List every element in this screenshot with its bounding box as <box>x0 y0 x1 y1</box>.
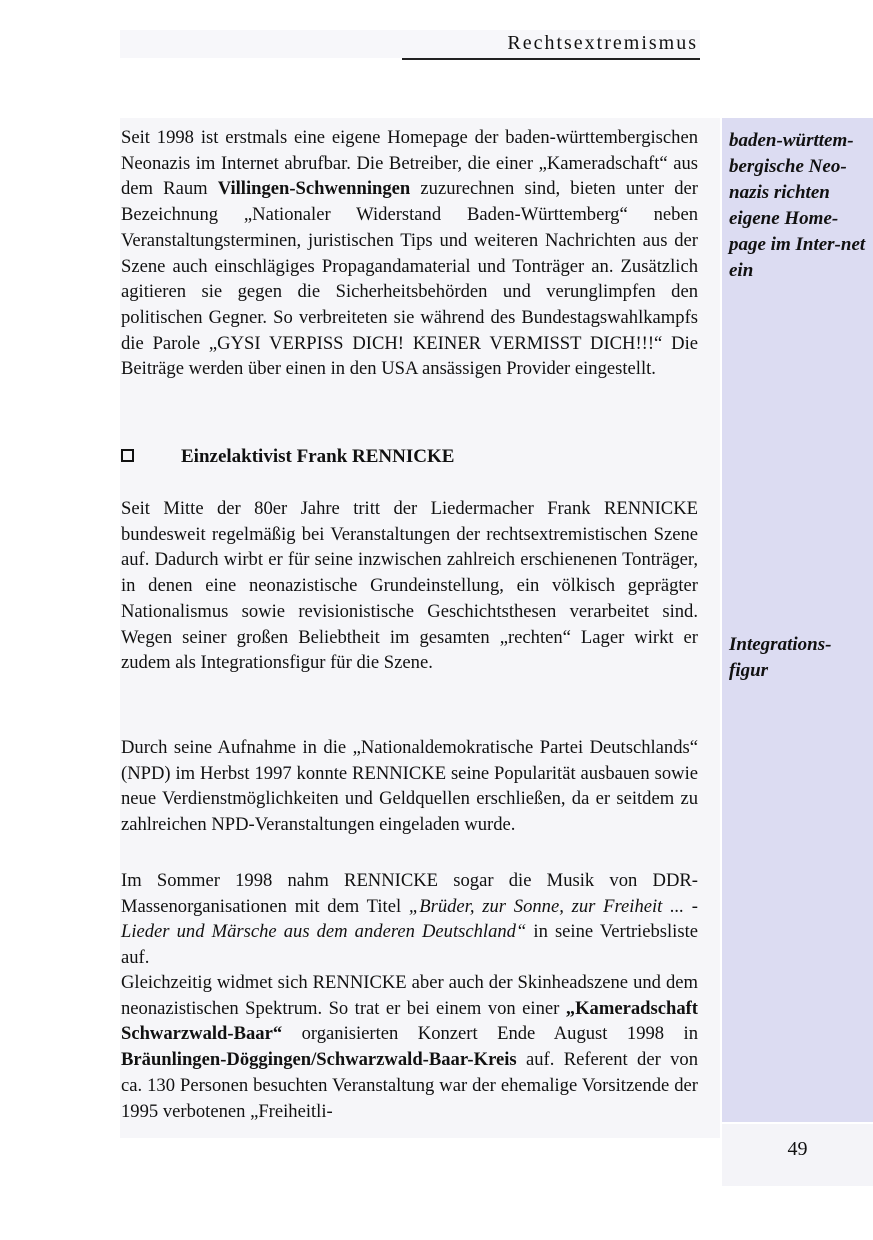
margin-note-integration: Integrations-figur <box>729 634 832 681</box>
section-heading-text: Einzelaktivist Frank RENNICKE <box>181 446 455 467</box>
paragraph-rennicke-intro: Seit Mitte der 80er Jahre tritt der Liedermacher Frank RENNICKE bundesweit regelmäßig bei Veranstaltungen der rechtsextremistischen Szene auf. Dadurch wirbt er für seine inzwischen zahlreich erschienenen Tonträger, in denen eine neonazistische Grundeinstellung, ein völkisch geprägter Nationalismus sowie revisionistische Geschichtsthesen verarbeitet sind. Wegen seiner großen Beliebtheit im gesamten „rechten“ Lager wirkt er zudem als Integrationsfigur für die Szene. <box>121 498 698 674</box>
running-header-title: Rechtsextremismus <box>507 32 698 54</box>
paragraph-homepage: Seit 1998 ist erstmals eine eigene Homepage der baden-württembergischen Neonazis im Internet abrufbar. Die Betreiber, die einer „Kameradschaft“ aus dem Raum Villingen-Schwenningen zuzurechnen sind, bieten unter der Bezeichnung „Nationaler Widerstand Baden-Württemberg“ neben Veranstaltungsterminen, juristischen Tips und weiteren Nachrichten aus der Szene auch einschlägiges Propagandamaterial und Tonträger an. Zusätzlich agitieren sie gegen die Sicherheitsbehörden und verunglimpfen den politischen Gegner. So verbreiteten sie während des Bundestagswahlkampfs die Parole „GYSI VERPISS DICH! KEINER VERMISST DICH!!!“ Die Beiträge werden über einen in den USA ansässigen Provider eingestellt. <box>121 127 698 380</box>
checkbox-bullet-icon <box>121 449 134 462</box>
header-rule <box>402 58 700 60</box>
paragraph-npd: Durch seine Aufnahme in die „Nationaldemokratische Partei Deutschlands“ (NPD) im Herbst 1997 konnte RENNICKE seine Popularität ausbauen sowie neue Verdienstmöglichkeiten und Geldquellen erschließen, da er seitdem zu zahlreichen NPD-Veranstaltungen eingeladen wurde. <box>121 737 698 836</box>
page-number: 49 <box>787 1138 808 1160</box>
paragraph-skinhead-concert: Gleichzeitig widmet sich RENNICKE aber auch der Skinheadszene und dem neonazistischen Spektrum. So trat er bei einem von einer „Kameradschaft Schwarzwald-Baar“ organisierten Konzert Ende August 1998 in Bräunlingen-Döggingen/Schwarzwald-Baar-Kreis auf. Referent der von ca. 130 Personen besuchten Veranstaltung war der ehemalige Vorsitzende der 1995 verbotenen „Freiheitli- <box>121 972 698 1122</box>
margin-note-homepage: baden-württem-bergische Neo-nazis richten eigene Home-page im Inter-net ein <box>729 130 866 281</box>
section-heading <box>121 444 698 470</box>
paragraph-ddr-music: Im Sommer 1998 nahm RENNICKE sogar die Musik von DDR-Massenorganisationen mit dem Titel „Brüder, zur Sonne, zur Freiheit ... - Lieder und Märsche aus dem anderen Deutschland“ in seine Vertriebsliste auf. <box>121 870 698 969</box>
